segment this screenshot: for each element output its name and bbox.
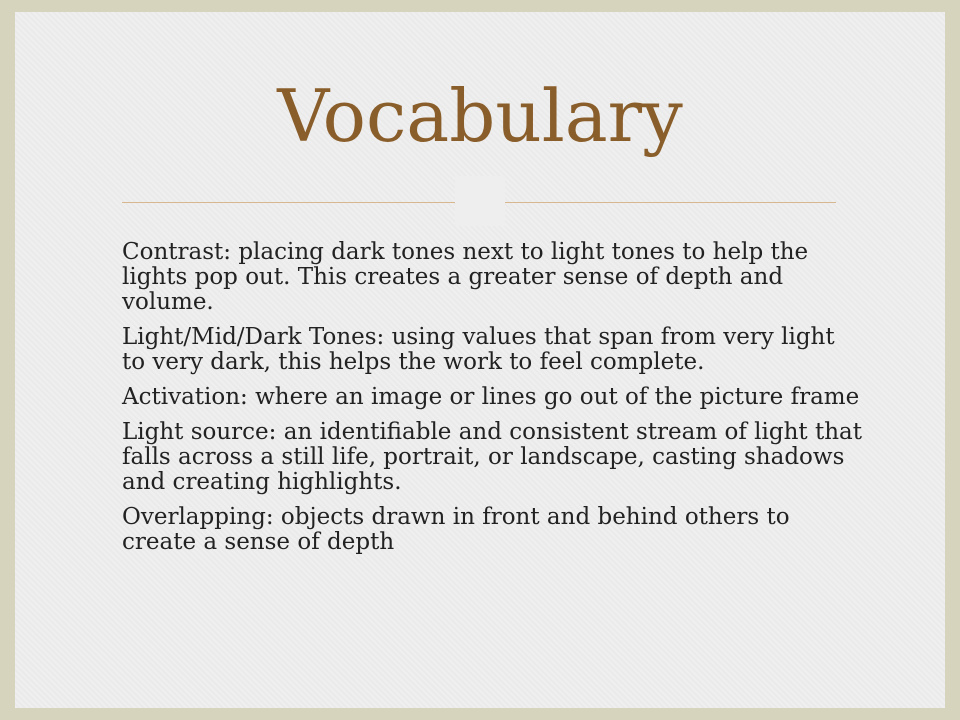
bullet-overlapping xyxy=(84,505,864,555)
bullet-list xyxy=(84,240,864,565)
bullet-tones xyxy=(84,325,864,375)
bullet-contrast xyxy=(84,240,864,315)
bullet-light-source xyxy=(84,420,864,495)
bullet-activation xyxy=(84,385,864,410)
bullet-text-overlapping: Overlapping: objects drawn in front and behind others to create a sense of depth xyxy=(122,504,790,555)
bullet-text-contrast: Contrast: placing dark tones next to light tones to help the lights pop out. This creates a greater sense of depth and volume. xyxy=(122,239,809,315)
ornament-icon xyxy=(455,176,505,226)
bullet-text-light-source: Light source: an identifiable and consistent stream of light that falls across a still life, portrait, or landscape, casting shadows and creating highlights. xyxy=(122,419,862,495)
bullet-text-tones: Light/Mid/Dark Tones: using values that span from very light to very dark, this helps the work to feel complete. xyxy=(122,324,835,375)
bullet-text-activation: Activation: where an image or lines go out of the picture frame xyxy=(122,384,860,410)
slide-title: Vocabulary xyxy=(277,74,683,158)
